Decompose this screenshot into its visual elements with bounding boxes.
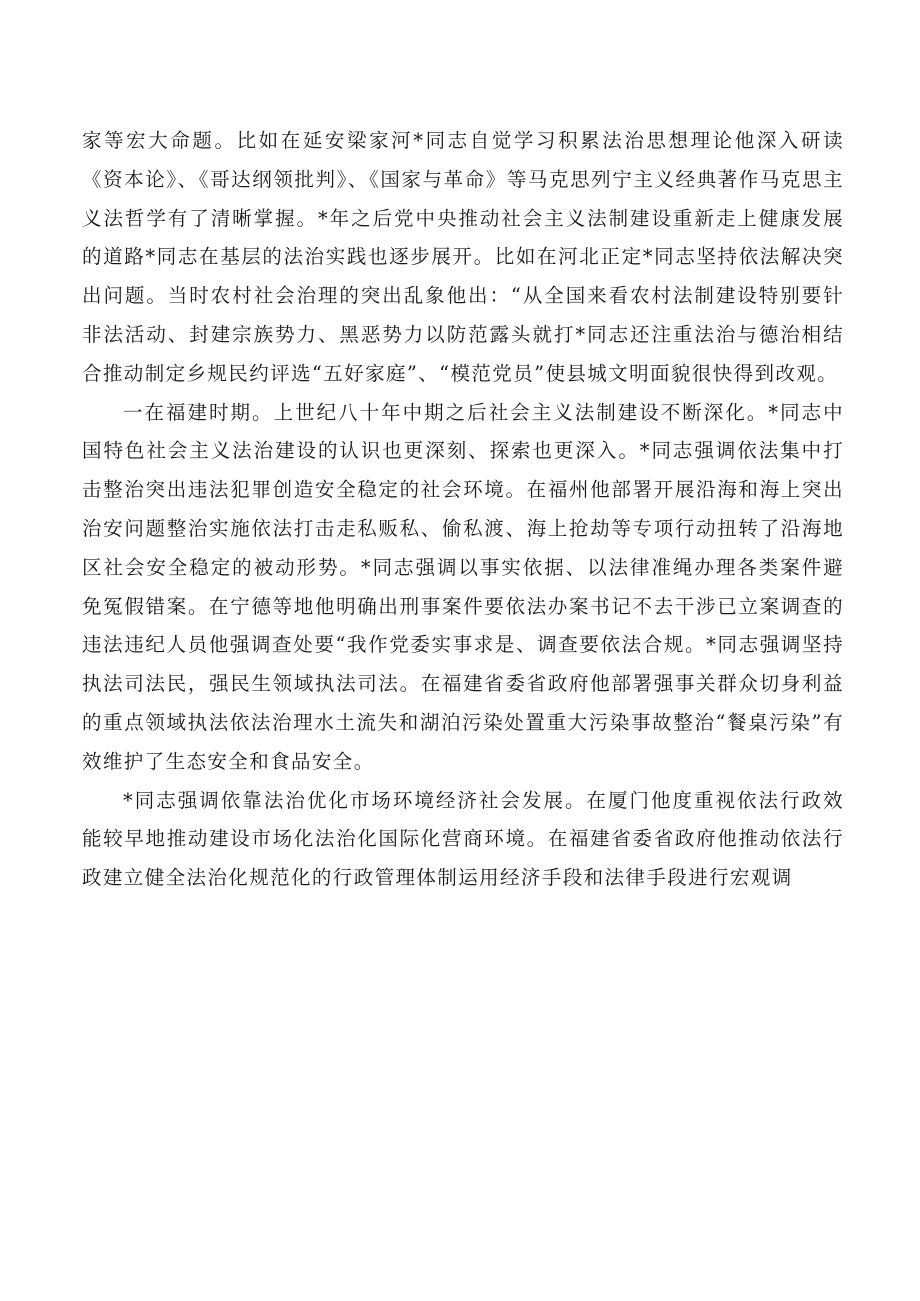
document-body bbox=[82, 122, 844, 898]
paragraph-2: 一在福建时期。上世纪八十年中期之后社会主义法制建设不断深化。*同志中国特色社会主义法治建设的认识也更深刻、探索也更深入。*同志强调依法集中打击整治突出违法犯罪创造安全稳定的社会环境。在福州他部署开展沿海和海上突出治安问题整治实施依法打击走私贩私、偷私渡、海上抢劫等专项行动扭转了沿海地区社会安全稳定的被动形势。*同志强调以事实依据、以法律准绳办理各类案件避免冤假错案。在宁德等地他明确出刑事案件要依法办案书记不去干涉已立案调查的违法违纪人员他强调查处要“我作党委实事求是、调查要依法合规。*同志强调坚持执法司法民，强民生领域执法司法。在福建省委省政府他部署强事关群众切身利益的重点领域执法依法治理水土流失和湖泊污染处置重大污染事故整治“餐桌污染”有效维护了生态安全和食品安全。 bbox=[82, 400, 844, 773]
paragraph-1: 家等宏大命题。比如在延安梁家河*同志自觉学习积累法治思想理论他深入研读《资本论》、《哥达纲领批判》、《国家与革命》等马克思列宁主义经典著作马克思主义法哲学有了清晰掌握。*年之后党中央推动社会主义法制建设重新走上健康发展的道路*同志在基层的法治实践也逐步展开。比如在河北正定*同志坚持依法解决突出问题。当时农村社会治理的突出乱象他出：“从全国来看农村法制建设特别要针非法活动、封建宗族势力、黑恶势力以防范露头就打*同志还注重法治与德治相结合推动制定乡规民约评选“五好家庭”、“模范党员”使县城文明面貌很快得到改观。 bbox=[82, 129, 844, 385]
paragraph-3: *同志强调依靠法治优化市场环境经济社会发展。在厦门他度重视依法行政效能较早地推动建设市场化法治化国际化营商环境。在福建省委省政府他推动依法行政建立健全法治化规范化的行政管理体制运用经济手段和法律手段进行宏观调 bbox=[82, 788, 844, 890]
